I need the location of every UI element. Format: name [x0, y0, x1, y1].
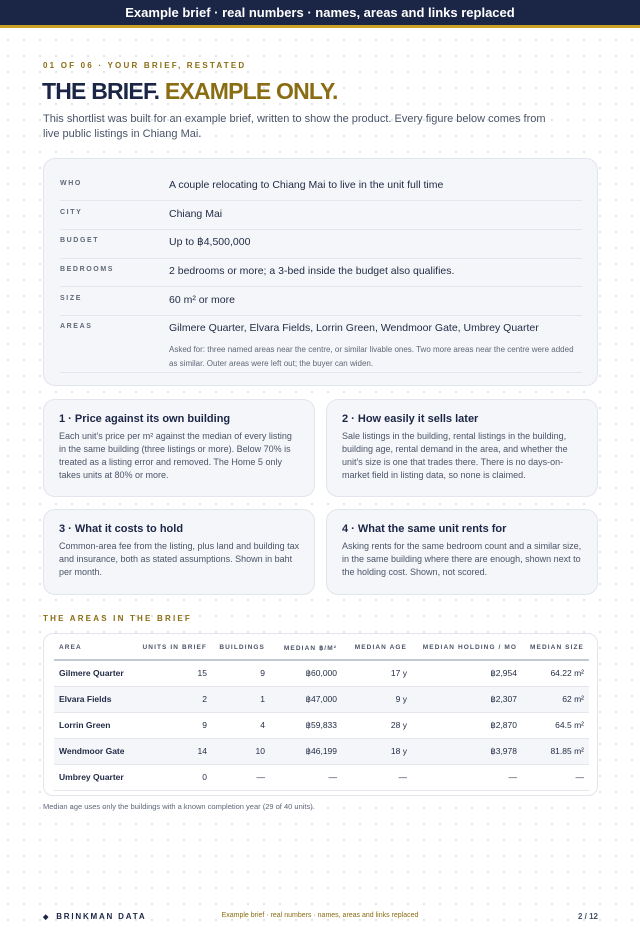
table-row: [54, 738, 589, 764]
cell-size: 64.5 m²: [522, 712, 589, 738]
cell-units: 15: [140, 660, 212, 686]
column-header-buildings: BUILDINGS: [212, 636, 270, 660]
footer-disclaimer: Example brief · real numbers · names, areas and links replaced: [221, 912, 419, 919]
cell-age: 9 y: [342, 686, 412, 712]
feature-card-resale: [326, 399, 598, 497]
feature-card-rent: [326, 509, 598, 595]
cell-size: —: [522, 764, 589, 790]
brief-key-who: WHO: [60, 180, 82, 187]
cell-buildings: 4: [212, 712, 270, 738]
cell-price: —: [270, 764, 342, 790]
title-accent: EXAMPLE ONLY.: [164, 78, 338, 104]
table-header-row: [54, 636, 589, 660]
cell-size: 62 m²: [522, 686, 589, 712]
brief-value-budget: Up to ฿4,500,000: [169, 236, 251, 248]
cell-buildings: 9: [212, 660, 270, 686]
brief-card: [43, 158, 598, 386]
areas-section-label: THE AREAS IN THE BRIEF: [43, 614, 192, 623]
areas-table-card: [43, 633, 598, 796]
cell-area: Umbrey Quarter: [54, 764, 140, 790]
cell-price: ฿59,833: [270, 712, 342, 738]
areas-table: [54, 636, 589, 791]
feature-title: 3 · What it costs to hold: [59, 523, 184, 535]
cell-area: Lorrin Green: [54, 712, 140, 738]
brief-key-size: SIZE: [60, 295, 82, 302]
table-row: [54, 660, 589, 686]
cell-price: ฿46,199: [270, 738, 342, 764]
brief-row-areas: [60, 323, 582, 373]
top-banner: [0, 0, 640, 28]
cell-holding: ฿3,978: [412, 738, 522, 764]
table-row: [54, 686, 589, 712]
column-header-size: MEDIAN SIZE: [522, 636, 589, 660]
table-row: [54, 764, 589, 790]
title-main: THE BRIEF.: [42, 78, 160, 104]
brief-key-areas: AREAS: [60, 323, 93, 330]
cell-holding: ฿2,954: [412, 660, 522, 686]
cell-units: 2: [140, 686, 212, 712]
column-header-area: AREA: [54, 636, 140, 660]
feature-body: Sale listings in the building, rental listings in the building, building age, rental demand in the area, and whether the unit's size is one that trades there. There is no days-on-market field in listing data, so none is claimed.: [342, 431, 568, 480]
brief-value-bedrooms: 2 bedrooms or more; a 3-bed inside the budget also qualifies.: [169, 265, 455, 277]
cell-holding: ฿2,307: [412, 686, 522, 712]
column-header-units: UNITS IN BRIEF: [140, 636, 212, 660]
brief-key-bedrooms: BEDROOMS: [60, 266, 115, 273]
column-header-holding: MEDIAN HOLDING / MO: [412, 636, 522, 660]
cell-buildings: —: [212, 764, 270, 790]
feature-title: 1 · Price against its own building: [59, 413, 231, 425]
brief-value-city: Chiang Mai: [169, 208, 223, 220]
feature-title: 2 · How easily it sells later: [342, 413, 479, 425]
brief-row-size: [60, 295, 582, 316]
cell-age: 18 y: [342, 738, 412, 764]
cell-holding: —: [412, 764, 522, 790]
footer-brand-label: BRINKMAN DATA: [56, 912, 147, 921]
brief-value-areas: Gilmere Quarter, Elvara Fields, Lorrin Green, Wendmoor Gate, Umbrey Quarter: [169, 322, 539, 334]
table-footnote: Median age uses only the buildings with a known completion year (29 of 40 units).: [43, 802, 315, 811]
cell-buildings: 10: [212, 738, 270, 764]
banner-text: Example brief · real numbers · names, areas and links replaced: [125, 5, 515, 20]
feature-body: Asking rents for the same bedroom count and a similar size, in the same building where there are enough, shown next to the holding cost. Shown, not scored.: [342, 541, 582, 577]
cell-units: 14: [140, 738, 212, 764]
feature-card-price: [43, 399, 315, 497]
page-title: [42, 78, 338, 105]
cell-area: Gilmere Quarter: [54, 660, 140, 686]
feature-body: Each unit's price per m² against the median of every listing in the same building (three listings or more). Below 70% is treated as a listing error and removed. The Home 5 only takes units at 80% or more.: [59, 431, 292, 480]
intro-text: This shortlist was built for an example brief, written to show the product. Every figure below comes from live public listings in Chiang Mai.: [43, 113, 546, 140]
cell-holding: ฿2,870: [412, 712, 522, 738]
brief-key-budget: BUDGET: [60, 237, 100, 244]
column-header-age: MEDIAN AGE: [342, 636, 412, 660]
cell-units: 0: [140, 764, 212, 790]
section-eyebrow: 01 OF 06 · YOUR BRIEF, RESTATED: [43, 61, 247, 70]
cell-area: Wendmoor Gate: [54, 738, 140, 764]
feature-body: Common-area fee from the listing, plus land and building tax and insurance, both as stated assumptions. Shown in baht per month.: [59, 541, 300, 577]
brief-key-city: CITY: [60, 209, 83, 216]
cell-price: ฿60,000: [270, 660, 342, 686]
cell-age: —: [342, 764, 412, 790]
cell-age: 28 y: [342, 712, 412, 738]
brief-value-size: 60 m² or more: [169, 294, 235, 306]
cell-price: ฿47,000: [270, 686, 342, 712]
brief-note-areas: Asked for: three named areas near the centre, or similar livable ones. Two more areas near the centre were added as similar. Outer areas were left out; the buyer can widen.: [169, 345, 574, 368]
brief-value-who: A couple relocating to Chiang Mai to live in the unit full time: [169, 179, 444, 191]
feature-card-holding-cost: [43, 509, 315, 595]
cell-buildings: 1: [212, 686, 270, 712]
diamond-icon: ◆: [43, 914, 51, 921]
feature-title: 4 · What the same unit rents for: [342, 523, 507, 535]
brief-row-city: [60, 209, 582, 230]
cell-area: Elvara Fields: [54, 686, 140, 712]
cell-age: 17 y: [342, 660, 412, 686]
cell-size: 81.85 m²: [522, 738, 589, 764]
page-number: 2 / 12: [577, 912, 598, 921]
brief-row-budget: [60, 237, 582, 259]
brief-row-who: [60, 180, 582, 201]
column-header-price: MEDIAN ฿/M²: [270, 636, 342, 660]
cell-size: 64.22 m²: [522, 660, 589, 686]
table-row: [54, 712, 589, 738]
brief-row-bedrooms: [60, 266, 582, 287]
cell-units: 9: [140, 712, 212, 738]
